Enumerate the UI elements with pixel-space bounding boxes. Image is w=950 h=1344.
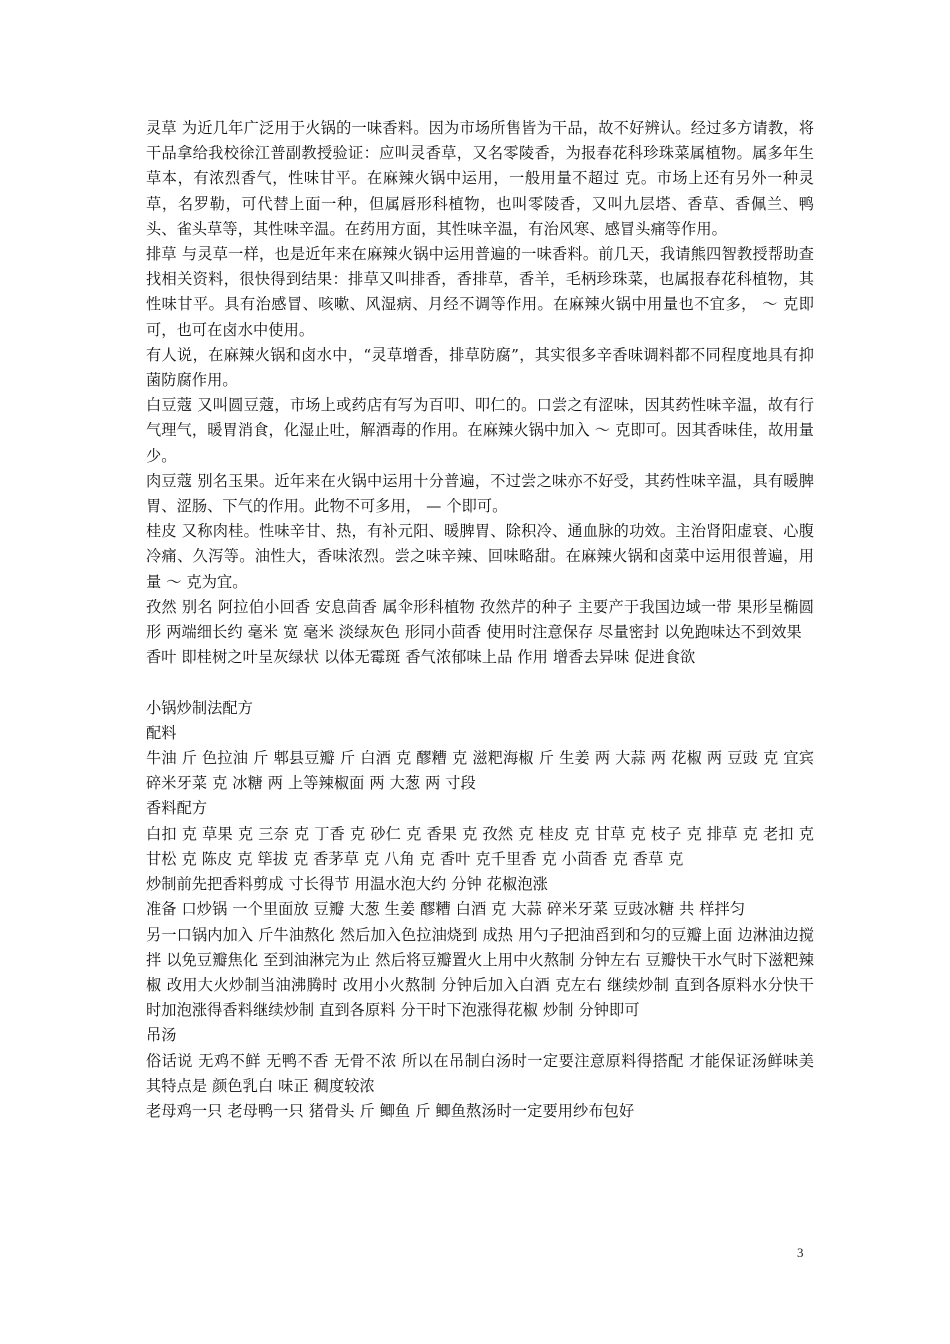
paragraph-prep-soak: 炒制前先把香料剪成 寸长得节 用温水泡大约 分钟 花椒泡涨 xyxy=(146,875,548,894)
paragraph-xiangye: 香叶 即桂树之叶呈灰绿状 以体无霉斑 香气浓郁味上品 作用 增香去异味 促进食欲 xyxy=(146,648,696,667)
paragraph-prep-mix: 准备 口炒锅 一个里面放 豆瓣 大葱 生姜 醪糟 白酒 克 大蒜 碎米牙菜 豆豉冰糖 共 样拌匀 xyxy=(146,900,746,919)
paragraph-rou-doukou: 肉豆蔻 别名玉果。近年来在火锅中运用十分普遍，不过尝之味亦不好受，其药性味辛温，具有暖脾胃、涩肠、下气的作用。此物不可多用， — 个即可。 xyxy=(146,471,814,516)
paragraph-blank xyxy=(146,670,814,695)
paragraph-antiseptic-note: 有人说，在麻辣火锅和卤水中，“灵草增香，排草防腐”，其实很多辛香味调料都不同程度地具有抑菌防腐作用。 xyxy=(146,345,814,390)
paragraph-broth-ingredients: 老母鸡一只 老母鸭一只 猪骨头 斤 鲫鱼 斤 鲫鱼熬汤时一定要用纱布包好 xyxy=(146,1101,635,1120)
heading-broth: 吊汤 xyxy=(146,1026,177,1045)
paragraph-lingcao: 灵草 为近几年广泛用于火锅的一味香料。因为市场所售皆为干品，故不好辨认。经过多方请教，将干品拿给我校徐江普副教授验证：应叫灵香草，又名零陵香，为报春花科珍珠菜属植物。属多年生草本，有浓烈香气，性味甘平。在麻辣火锅中运用，一般用量不超过 克。市场上还有另外一种灵草，名罗勒，可代替上面一种，但属唇形科植物，也叫零陵香，又叫九层塔、香草、香佩兰、鸭头、雀头草等，其性味辛温。在药用方面，其性味辛温，有治风寒、感冒头痛等作用。 xyxy=(146,119,814,238)
body-text xyxy=(146,116,814,1124)
page-number: 3 xyxy=(797,1245,804,1260)
paragraph-ingredients-list: 牛油 斤 色拉油 斤 郫县豆瓣 斤 白酒 克 醪糟 克 滋粑海椒 斤 生姜 两 大蒜 两 花椒 两 豆豉 克 宜宾碎米牙菜 克 冰糖 两 上等辣椒面 两 大葱 两 寸段 xyxy=(146,749,814,793)
heading-small-pot-recipe: 小锅炒制法配方 xyxy=(146,698,254,717)
paragraph-frying-steps: 另一口锅内加入 斤牛油熬化 然后加入色拉油烧到 成热 用勺子把油舀到和匀的豆瓣上面 边淋油边搅拌 以免豆瓣焦化 至到油淋完为止 然后将豆瓣置火上用中火熬制 分钟左右 豆瓣快干水气时下滋粑辣椒 改用大火炒制当油沸腾时 改用小火熬制 分钟后加入白酒 克左右 继续炒制 直到各原料水分快干时加泡涨得香料继续炒制 直到各原料 分干时下泡涨得花椒 炒制 分钟即可 xyxy=(146,925,814,1020)
paragraph-broth-saying: 俗话说 无鸡不鲜 无鸭不香 无骨不浓 所以在吊制白汤时一定要注意原料得搭配 才能保证汤鲜味美 其特点是 颜色乳白 味正 稠度较浓 xyxy=(146,1051,814,1095)
heading-ingredients: 配料 xyxy=(146,723,177,742)
paragraph-guipi: 桂皮 又称肉桂。性味辛甘、热，有补元阳、暖脾胃、除积冷、通血脉的功效。主治肾阳虚衰、心腹冷痛、久泻等。油性大，香味浓烈。尝之味辛辣、回味略甜。在麻辣火锅和卤菜中运用很普遍，用量 ～ 克为宜。 xyxy=(146,522,814,591)
paragraph-ziran: 孜然 别名 阿拉伯小回香 安息茴香 属伞形科植物 孜然芹的种子 主要产于我国边域一带 果形呈椭圆形 两端细长约 毫米 宽 毫米 淡绿灰色 形同小茴香 使用时注意保存 尽量密封 以免跑味达不到效果 xyxy=(146,597,814,642)
paragraph-bai-doukou: 白豆蔻 又叫圆豆蔻，市场上或药店有写为百叩、叩仁的。口尝之有涩味，因其药性味辛温，故有行气理气，暖胃消食，化湿止吐，解酒毒的作用。在麻辣火锅中加入 ～ 克即可。因其香味佳，故用量少。 xyxy=(146,396,814,465)
paragraph-paicao: 排草 与灵草一样，也是近年来在麻辣火锅中运用普遍的一味香料。前几天，我请熊四智教授帮助查找相关资料，很快得到结果：排草又叫排香，香排草，香羊，毛柄珍珠菜，也属报春花科植物，其性味甘平。具有治感冒、咳嗽、风湿病、月经不调等作用。在麻辣火锅中用量也不宜多， ～ 克即可，也可在卤水中使用。 xyxy=(146,245,814,339)
paragraph-spice-list: 白扣 克 草果 克 三奈 克 丁香 克 砂仁 克 香果 克 孜然 克 桂皮 克 甘草 克 枝子 克 排草 克 老扣 克 甘松 克 陈皮 克 筚拔 克 香茅草 克 八角 克 香叶 克千里香 克 小茴香 克 香草 克 xyxy=(146,824,814,868)
heading-spice-recipe: 香料配方 xyxy=(146,799,208,818)
